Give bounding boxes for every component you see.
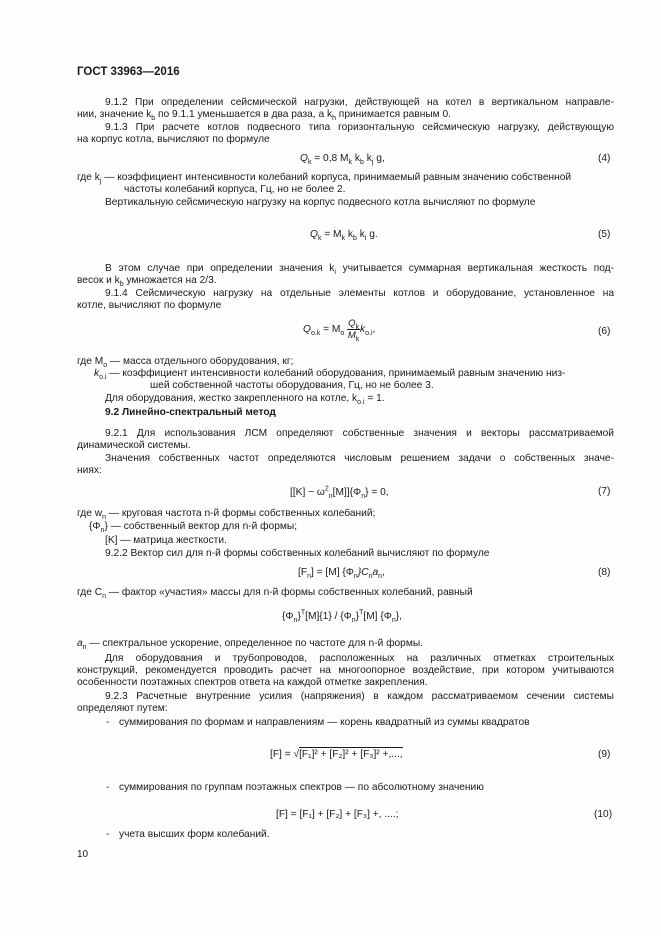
para-921-line2: динамической системы. bbox=[77, 440, 191, 451]
formula-7: $[[K] - \omega^2_n[M]]\{\Phi_n\} = 0$, bbox=[290, 485, 389, 501]
bullet-1-text: суммирования по формам и направлениям — корень квадратный из суммы квадратов bbox=[119, 717, 530, 728]
koi-line1: $k_{o.i}$ — коэффициент интенсивности колебаний оборудования, принимаемый равным значению низ- bbox=[94, 368, 566, 382]
sqrt-sign: √ bbox=[293, 749, 300, 760]
bullet-3-text: учета высших форм колебаний. bbox=[119, 829, 270, 840]
formula-5: $Q_k = M_k$ $k_b$ $k_i$ g. bbox=[310, 229, 378, 243]
page-number: 10 bbox=[77, 849, 89, 860]
formula-5-number: (5) bbox=[598, 229, 611, 240]
para-914-line1: 9.1.4 Сейсмическую нагрузку на отдельные элементы котлов и оборудование, установленное на bbox=[105, 288, 614, 299]
koi-line2: шей собственной частоты оборудования, Гц, но не более 3. bbox=[150, 380, 434, 391]
formula-4: $Q_k = 0,8$ $M_k$ $k_b$ $k_j$ g, bbox=[300, 153, 385, 167]
formula-8-number: (8) bbox=[598, 567, 611, 578]
formula-cn: $\{\Phi_n\}^T[M]\{1\} / \{\Phi_n\}^T[M]$ $\{\Phi_n\}$, bbox=[282, 609, 403, 625]
bullet-2-text: суммирования по группам поэтажных спектров — по абсолютному значению bbox=[119, 782, 484, 793]
where-k-matrix: [K] — матрица жесткости. bbox=[105, 535, 227, 546]
formula-7-number: (7) bbox=[598, 486, 611, 497]
formula-9: [F] = √[F₁]² + [F₂]² + [F₃]² +,..., bbox=[270, 749, 403, 760]
formula-10-number: (10) bbox=[594, 809, 613, 820]
where-an: $a_n$ — спектральное ускорение, определенное по частоте для n-й формы. bbox=[77, 638, 423, 652]
bullet-dash-2: - bbox=[106, 782, 110, 793]
equipment-line2: конструкций, рекомендуется проводить расчет на многоопорное воздействие, при котором учитываются bbox=[77, 665, 614, 676]
para-912-line1: 9.1.2 При определении сейсмической нагрузки, действующей на котел в вертикальном направле- bbox=[105, 97, 614, 108]
para-912-line2: нии, значение $k_b$ по 9.1.1 уменьшается в два раза, а $k_h$ принимается равным 0. bbox=[77, 109, 452, 123]
para-923-line2: определяют путем: bbox=[77, 703, 168, 714]
equipment-line3: особенности поэтажных спектров ответа на каждой отметке закрепления. bbox=[77, 677, 428, 688]
where-phin: $\{\Phi_n\}$ — собственный вектор для n-й формы; bbox=[89, 521, 298, 535]
rigid-mount-text: Для оборудования, жестко закрепленного на котле, $k_{o.i} = 1$. bbox=[105, 393, 385, 407]
formula-10: [F] = [F₁] + [F₂] + [F₃] +, ....; bbox=[276, 809, 399, 820]
para-922: 9.2.2 Вектор сил для n-й формы собственных колебаний вычисляют по формуле bbox=[105, 548, 490, 559]
para-913-line1: 9.1.3 При расчете котлов подвесного типа горизонтальную сейсмическую нагрузку, действующую bbox=[105, 122, 614, 133]
para-914-line2: котле, вычисляют по формуле bbox=[77, 300, 222, 311]
formula-6-fraction: $\frac{Q_k}{M_k}$ bbox=[347, 318, 360, 343]
where-wn: где $w_n$ — круговая частота n-й формы собственных колебаний; bbox=[77, 508, 376, 522]
para-913-line2: на корпус котла, вычисляют по формуле bbox=[77, 134, 270, 145]
bullet-dash-1: - bbox=[106, 717, 110, 728]
formula-6-number: (6) bbox=[598, 326, 611, 337]
section-92-heading: 9.2 Линейно-спектральный метод bbox=[105, 407, 276, 418]
para-921-line1: 9.2.1 Для использования ЛСМ определяют собственные значения и векторы рассматриваемой bbox=[105, 428, 614, 439]
vertical-load-text: Вертикальную сейсмическую нагрузку на корпус подвесного котла вычисляют по формуле bbox=[105, 197, 536, 208]
formula-4-number: (4) bbox=[598, 153, 611, 164]
eigen-values-line2: ниях: bbox=[77, 465, 102, 476]
formula-8: $[F_n] = [M]$ $\{\Phi_n\}C_na_n$, bbox=[298, 567, 385, 581]
where-kj-line1: где $k_j$ — коэффициент интенсивности колебаний корпуса, принимаемый равным значению собственной bbox=[77, 172, 572, 186]
eigen-values-line1: Значения собственных частот определяются числовым решением задачи о собственных значе- bbox=[105, 453, 614, 464]
formula-6: $Q_{o.k} = M_o$ $\frac{Q_k}{M_k}$ $k_{o.i}$, bbox=[303, 318, 376, 343]
bullet-dash-3: - bbox=[106, 829, 110, 840]
formula-9-number: (9) bbox=[598, 749, 611, 760]
case-line2: весок и $k_b$ умножается на 2/3. bbox=[77, 275, 217, 289]
equipment-line1: Для оборудования и трубопроводов, расположенных на различных отметках строительных bbox=[105, 653, 614, 664]
where-kj-line2: частоты колебаний корпуса, Гц, но не более 2. bbox=[124, 184, 346, 195]
where-cn: где $C_n$ — фактор «участия» массы для n-й формы собственных колебаний, равный bbox=[77, 587, 473, 601]
para-923-line1: 9.2.3 Расчетные внутренние усилия (напряжения) в каждом рассматриваемом сечении системы bbox=[105, 691, 614, 702]
page-header-title: ГОСТ 33963—2016 bbox=[77, 66, 180, 78]
case-line1: В этом случае при определении значения $k_i$ учитывается суммарная вертикальная жесткость под- bbox=[105, 263, 614, 277]
where-mo: где $M_o$ — масса отдельного оборудования, кг; bbox=[77, 356, 294, 370]
